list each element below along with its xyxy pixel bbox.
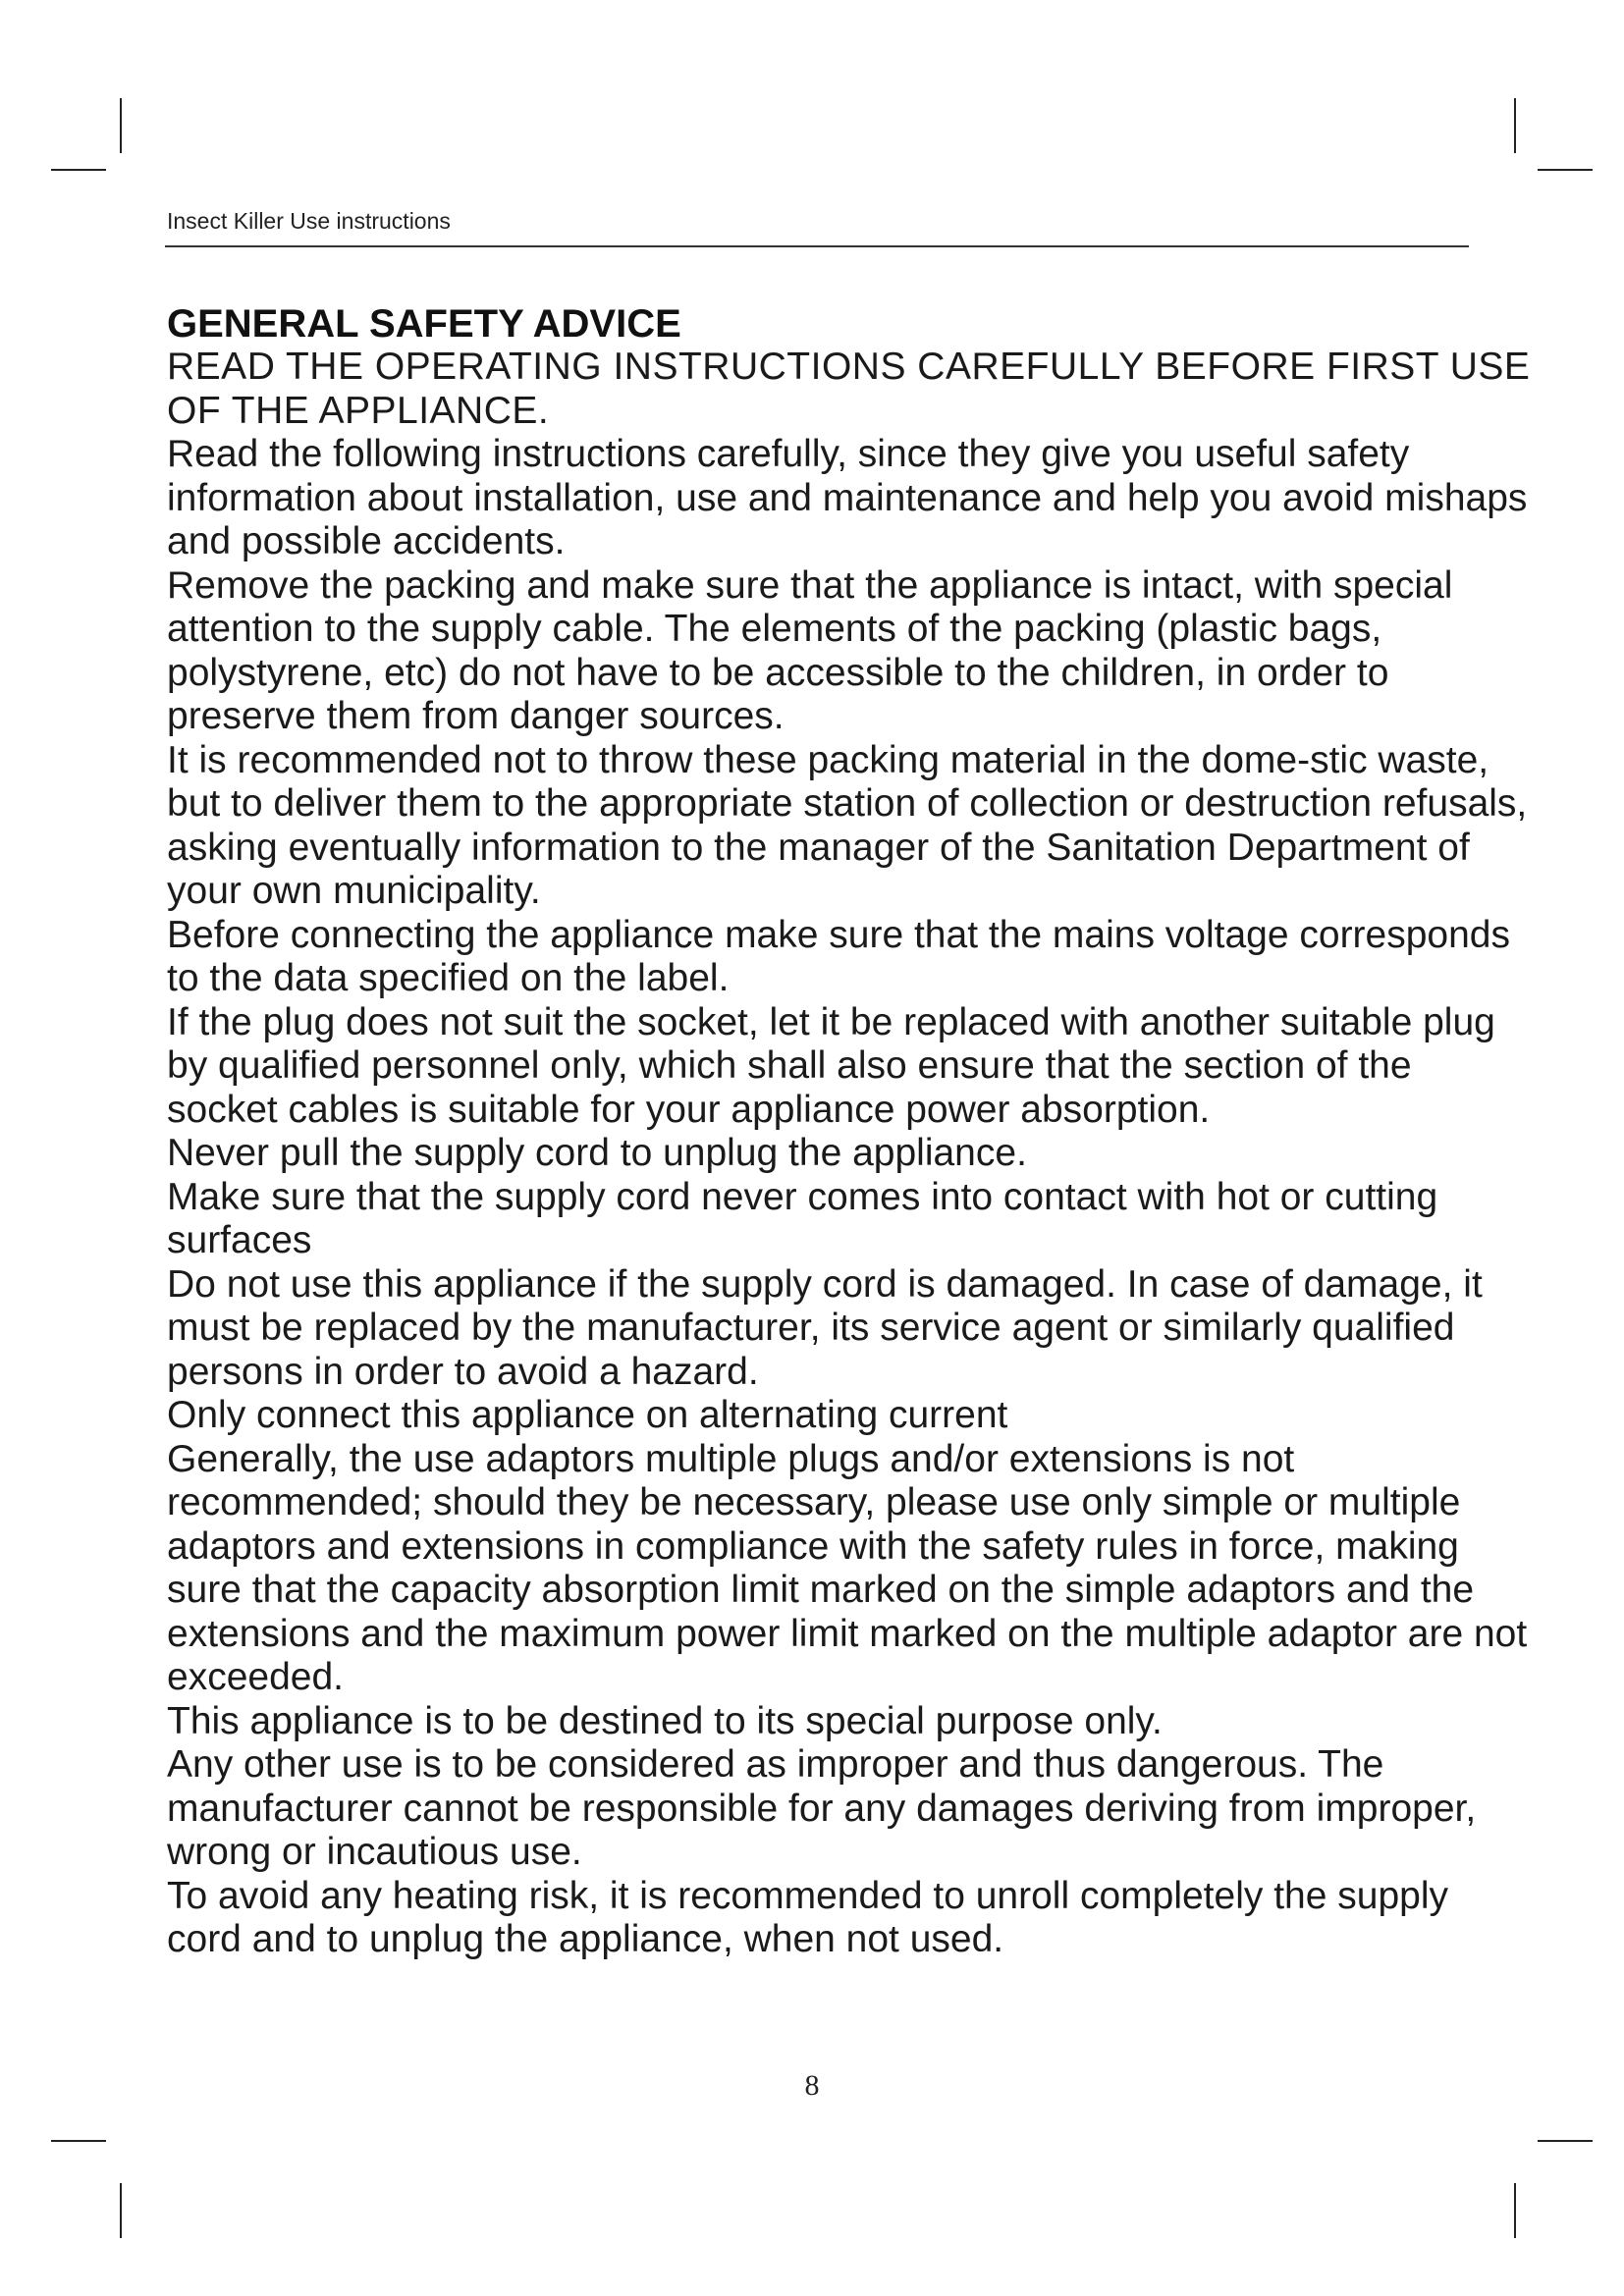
paragraph-supply-cord-pull: Never pull the supply cord to unplug the appliance. xyxy=(167,1132,1027,1174)
crop-mark-bottom-left-vertical xyxy=(120,2183,122,2238)
section-title: GENERAL SAFETY ADVICE xyxy=(167,302,681,346)
paragraph-packing-disposal: It is recommended not to throw these packing material in the dome-stic waste, but to deliver them to the appropriate station of collection or destruction refusals, asking eventually information to the manager of the Sanitation Department of your own municipality. xyxy=(167,738,1528,912)
crop-mark-top-left-vertical xyxy=(120,98,122,153)
paragraph-hot-surfaces: Make sure that the supply cord never comes into contact with hot or cutting surfaces xyxy=(167,1175,1438,1261)
crop-mark-bottom-right-vertical xyxy=(1514,2183,1516,2238)
paragraph-adaptors: Generally, the use adaptors multiple plugs and/or extensions is not recommended; should they be necessary, please use only simple or multiple adaptors and extensions in compliance with the safety rules in force, making sure that the capacity absorption limit marked on the simple adaptors and the extensions and the maximum power limit marked on the multiple adaptor are not exceeded. xyxy=(167,1437,1528,1698)
paragraph-heating-risk: To avoid any heating risk, it is recommended to unroll completely the supply cord and to unplug the appliance, when not used. xyxy=(167,1874,1448,1960)
paragraph-remove-packing: Remove the packing and make sure that the appliance is intact, with special attention to the supply cable. The elements of the packing (plastic bags, polystyrene, etc) do not have to be accessible to the children, in order to preserve them from danger sources. xyxy=(167,563,1453,737)
crop-mark-top-left-horizontal xyxy=(51,169,106,171)
paragraph-damaged-cord: Do not use this appliance if the supply cord is damaged. In case of damage, it must be replaced by the manufacturer, its service agent or similarly qualified persons in order to avoid a hazard. xyxy=(167,1262,1483,1393)
paragraph-mains-voltage: Before connecting the appliance make sure that the mains voltage corresponds to the data specified on the label. xyxy=(167,913,1510,999)
paragraph-alternating-current: Only connect this appliance on alternating current xyxy=(167,1394,1008,1436)
crop-mark-bottom-right-horizontal xyxy=(1538,2140,1593,2142)
paragraph-plug-replacement: If the plug does not suit the socket, let it be replaced with another suitable plug by qualified personnel only, which shall also ensure that the section of the socket cables is suitable for your appliance power absorption. xyxy=(167,1000,1495,1131)
crop-mark-top-right-horizontal xyxy=(1538,169,1593,171)
header-rule xyxy=(165,245,1469,247)
running-header: Insect Killer Use instructions xyxy=(167,208,451,234)
paragraph-special-purpose: This appliance is to be destined to its special purpose only. xyxy=(167,1699,1163,1742)
safety-section xyxy=(167,302,1532,1962)
crop-mark-bottom-left-horizontal xyxy=(51,2140,106,2142)
page-number: 8 xyxy=(804,2069,820,2102)
paragraph-read-instructions: READ THE OPERATING INSTRUCTIONS CAREFULLY BEFORE FIRST USE OF THE APPLIANCE. xyxy=(167,346,1531,432)
crop-mark-top-right-vertical xyxy=(1514,98,1516,153)
paragraph-useful-info: Read the following instructions carefully, since they give you useful safety information about installation, use and maintenance and help you avoid mishaps and possible accidents. xyxy=(167,433,1528,562)
paragraph-improper-use: Any other use is to be considered as improper and thus dangerous. The manufacturer cannot be responsible for any damages deriving from improper, wrong or incautious use. xyxy=(167,1743,1477,1873)
